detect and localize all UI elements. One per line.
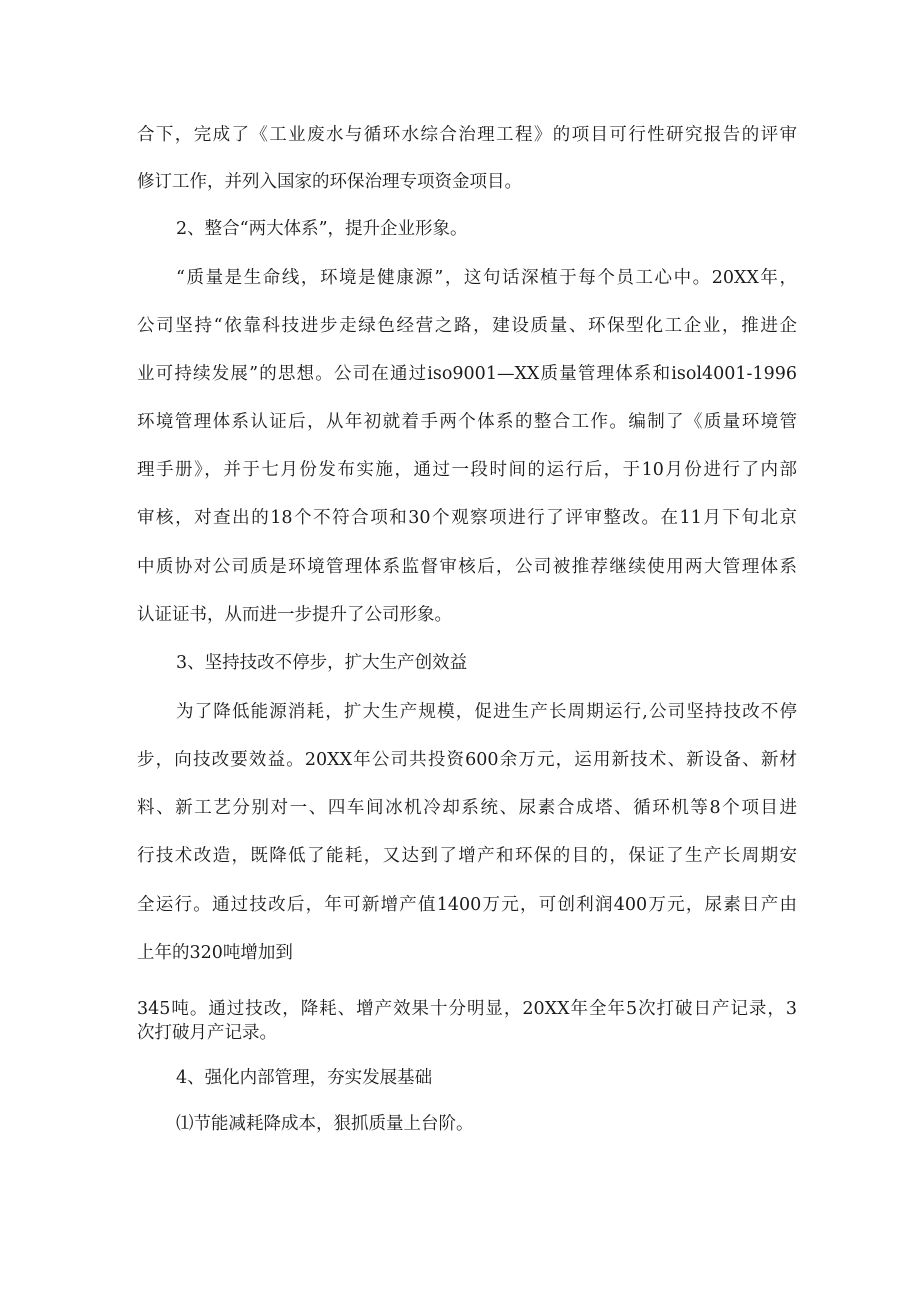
paragraph-line: 公司坚持“依靠科技进步走绿色经营之路，建设质量、环保型化工企业，推进企 (137, 316, 797, 336)
paragraph-line: 认证证书，从而进一步提升了公司形象。 (137, 605, 452, 625)
section-heading: 3、坚持技改不停步，扩大生产创效益 (176, 653, 468, 673)
paragraph-line: “质量是生命线，环境是健康源”，这句话深植于每个员工心中。20XX年， (176, 268, 797, 288)
paragraph-line: 全运行。通过技改后，年可新增产值1400万元，可创利润400万元，尿素日产由 (137, 895, 797, 915)
paragraph-line: 审核，对查出的18个不符合项和30个观察项进行了评审整改。在11月下旬北京 (137, 508, 797, 528)
paragraph-line: 料、新工艺分别对一、四车间冰机冷却系统、尿素合成塔、循环机等8个项目进 (137, 798, 797, 818)
section-heading: 2、整合“两大体系”，提升企业形象。 (176, 219, 468, 239)
paragraph-line: 环境管理体系认证后，从年初就着手两个体系的整合工作。编制了《质量环境管 (137, 412, 797, 432)
paragraph-line: 业可持续发展”的思想。公司在通过iso9001—XX质量管理体系和isol4001-1996 (137, 364, 797, 384)
subsection-heading: ⑴节能减耗降成本，狠抓质量上台阶。 (176, 1114, 474, 1134)
paragraph-line: 修订工作，并列入国家的环保治理专项资金项目。 (137, 172, 522, 192)
paragraph-line: 合下，完成了《工业废水与循环水综合治理工程》的项目可行性研究报告的评审 (137, 125, 797, 145)
paragraph-line: 中质协对公司质是环境管理体系监督审核后，公司被推荐继续使用两大管理体系 (137, 557, 797, 577)
paragraph-line: 步，向技改要效益。20XX年公司共投资600余万元，运用新技术、新设备、新材 (137, 750, 797, 770)
paragraph-line: 次打破月产记录。 (137, 1023, 277, 1043)
paragraph-line: 为了降低能源消耗，扩大生产规模，促进生产长周期运行,公司坚持技改不停 (176, 702, 797, 722)
paragraph-line: 行技术改造，既降低了能耗，又达到了增产和环保的目的，保证了生产长周期安 (137, 846, 797, 866)
paragraph-line: 理手册》，并于七月份发布实施，通过一段时间的运行后，于10月份进行了内部 (137, 460, 797, 480)
paragraph-line: 上年的320吨增加到 (137, 943, 293, 963)
paragraph-line: 345吨。通过技改，降耗、增产效果十分明显，20XX年全年5次打破日产记录，3 (137, 999, 797, 1019)
section-heading: 4、强化内部管理，夯实发展基础 (176, 1068, 433, 1088)
